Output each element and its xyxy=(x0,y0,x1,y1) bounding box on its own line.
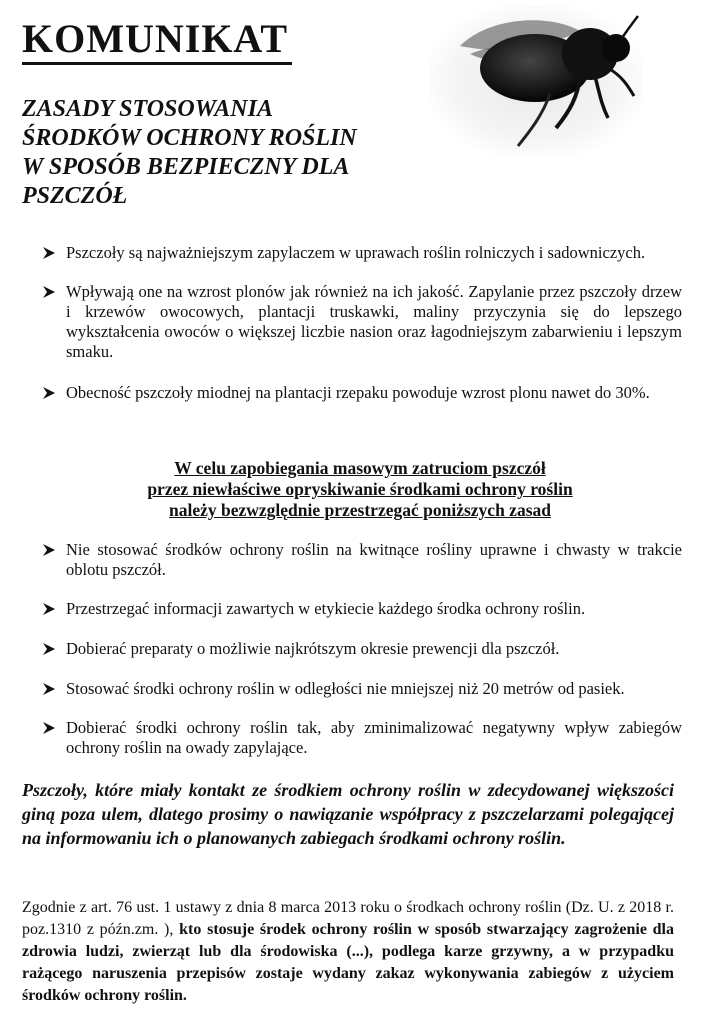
arrow-bullet-icon xyxy=(42,386,56,400)
law-paragraph xyxy=(22,897,674,1007)
rules-heading xyxy=(60,458,660,521)
arrow-bullet-icon xyxy=(42,543,56,557)
rules-bullet-list xyxy=(42,540,682,777)
subtitle-line: ŚRODKÓW OCHRONY ROŚLIN xyxy=(22,125,357,151)
bullet-text: Wpływają one na wzrost plonów jak również na ich jakość. Zapylanie przez pszczoły drzew i krzewów owocowych, plantacji truskawki, maliny przyczynia się do lepszego wykształcenia owoców o większej liczbie nasion oraz łagodniejszym zabarwieniu i lepszym smaku. xyxy=(66,282,682,361)
appeal-paragraph: Pszczoły, które miały kontakt ze środkiem ochrony roślin w zdecydowanej większości giną poza ulem, dlatego prosimy o nawiązanie współpracy z pszczelarzami polegającej na informowaniu ich o planowanych zabiegach środkami ochrony roślin. xyxy=(22,780,674,848)
subtitle-line: ZASADY STOSOWANIA xyxy=(22,96,273,122)
document-subtitle xyxy=(22,95,422,211)
arrow-bullet-icon xyxy=(42,285,56,299)
list-item xyxy=(42,679,682,699)
list-item xyxy=(42,718,682,758)
arrow-bullet-icon xyxy=(42,246,56,260)
rules-heading-line: przez niewłaściwe opryskiwanie środkami ochrony roślin xyxy=(147,479,573,499)
rule-text: Dobierać preparaty o możliwie najkrótszym okresie prewencji dla pszczół. xyxy=(66,639,560,658)
arrow-bullet-icon xyxy=(42,721,56,735)
list-item xyxy=(42,639,682,659)
rule-text: Stosować środki ochrony roślin w odległości nie mniejszej niż 20 metrów od pasiek. xyxy=(66,679,625,698)
list-item xyxy=(42,599,682,619)
law-text-bold: kto stosuje środek ochrony roślin w sposób stwarzający zagrożenie dla zdrowia ludzi, zwierząt lub dla środowiska (...), podlega karze grzywny, a w przypadku rażącego naruszenia przepisów zostaje wydany zakaz wykonywania zabiegów z użyciem środków ochrony roślin. xyxy=(22,921,674,1004)
arrow-bullet-icon xyxy=(42,602,56,616)
bee-illustration xyxy=(430,6,642,156)
rules-heading-line: należy bezwzględnie przestrzegać poniższych zasad xyxy=(168,500,551,520)
intro-bullet-list xyxy=(42,243,682,403)
rule-text: Dobierać środki ochrony roślin tak, aby zminimalizować negatywny wpływ zabiegów ochrony roślin na owady zapylające. xyxy=(66,718,682,757)
subtitle-line: W SPOSÓB BEZPIECZNY DLA xyxy=(22,154,350,180)
rules-heading-line: W celu zapobiegania masowym zatruciom pszczół xyxy=(174,458,546,478)
law-text-regular: Zgodnie z art. 76 ust. 1 ustawy z dnia 8 marca 2013 roku o środkach ochrony roślin (Dz. U. z 2018 r. poz.1310 z późn.zm. ), xyxy=(22,899,674,938)
arrow-bullet-icon xyxy=(42,642,56,656)
bullet-text: Pszczoły są najważniejszym zapylaczem w uprawach roślin rolniczych i sadowniczych. xyxy=(66,243,646,262)
document-title: KOMUNIKAT xyxy=(22,16,292,65)
list-item xyxy=(42,243,682,263)
list-item xyxy=(42,540,682,580)
rule-text: Nie stosować środków ochrony roślin na kwitnące rośliny uprawne i chwasty w trakcie oblotu pszczół. xyxy=(66,540,682,579)
arrow-bullet-icon xyxy=(42,682,56,696)
subtitle-line: PSZCZÓŁ xyxy=(22,183,128,209)
list-item xyxy=(42,282,682,362)
list-item xyxy=(42,383,682,403)
bullet-text: Obecność pszczoły miodnej na plantacji rzepaku powoduje wzrost plonu nawet do 30%. xyxy=(66,383,650,402)
rule-text: Przestrzegać informacji zawartych w etykiecie każdego środka ochrony roślin. xyxy=(66,599,586,618)
